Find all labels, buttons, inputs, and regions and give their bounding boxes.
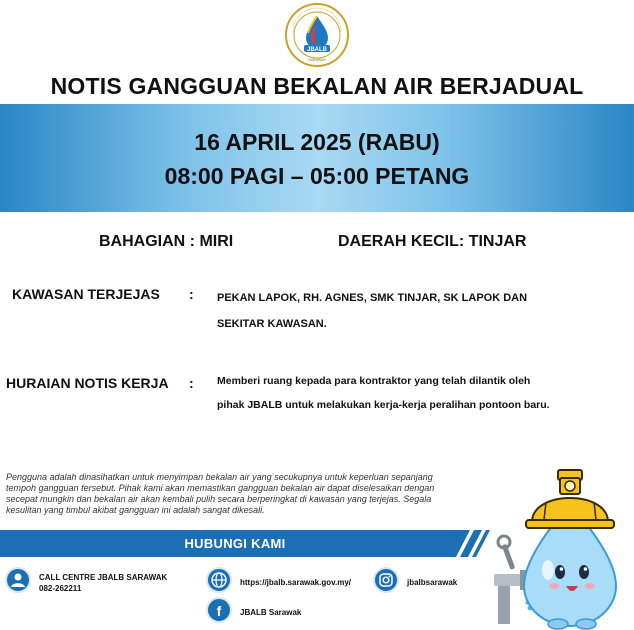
- schedule-date: 16 APRIL 2025 (RABU): [194, 129, 440, 155]
- affected-area-colon: :: [189, 286, 194, 302]
- affected-area-line1: PEKAN LAPOK, RH. AGNES, SMK TINJAR, SK LAPOK DAN: [217, 292, 528, 304]
- notice-title: NOTIS GANGGUAN BEKALAN AIR BERJADUAL: [50, 73, 584, 99]
- affected-area-label: KAWASAN TERJEJAS: [12, 286, 160, 302]
- water-drop-mascot: [486, 462, 634, 630]
- globe-icon: [206, 567, 232, 593]
- description-colon: :: [189, 375, 194, 391]
- description-value: [217, 369, 550, 417]
- svg-text:SARAWAK: SARAWAK: [308, 58, 326, 62]
- division-label: BAHAGIAN : MIRI: [99, 233, 234, 250]
- svg-text:f: f: [216, 603, 222, 619]
- advisory-text: Pengguna adalah dinasihatkan untuk menyimpan bekalan air yang secukupnya untuk keperluan sepanjang tempoh gangguan tersebut. Pihak kami akan memastikan gangguan bekalan air dapat diselesaikan dengan secepat mungkin dan bekalan air akan kembali pulih secara berperingkat di kawasan yang terjejas. Segala kesulitan yang timbul akibat gangguan ini adalah sangat dikesali.: [6, 472, 435, 515]
- affected-area-line2: SEKITAR KAWASAN.: [217, 318, 327, 330]
- affected-area-value: [217, 285, 527, 337]
- jbalb-logo: [284, 2, 350, 68]
- facebook-page[interactable]: JBALB Sarawak: [240, 608, 302, 617]
- district-label: DAERAH KECIL: TINJAR: [338, 233, 527, 250]
- instagram-handle[interactable]: jbalbsarawak: [407, 578, 458, 587]
- facebook-icon: [206, 597, 232, 623]
- website-link[interactable]: https://jbalb.sarawak.gov.my/: [240, 578, 351, 587]
- contact-heading-bar: [0, 530, 490, 557]
- call-centre-block: [39, 572, 167, 594]
- call-centre-phone[interactable]: 082-262211: [39, 584, 82, 593]
- schedule-time: 08:00 PAGI – 05:00 PETANG: [164, 163, 470, 189]
- schedule-band: [0, 104, 634, 212]
- phone-icon: [5, 567, 31, 593]
- svg-text:JBALB: JBALB: [306, 47, 328, 53]
- description-line2: pihak JBALB untuk melakukan kerja-kerja peralihan pontoon baru.: [217, 399, 550, 411]
- contact-heading: HUBUNGI KAMI: [184, 536, 286, 551]
- description-line1: Memberi ruang kepada para kontraktor yang telah dilantik oleh: [217, 375, 531, 387]
- call-centre-label: CALL CENTRE JBALB SARAWAK: [39, 573, 168, 582]
- instagram-icon: [373, 567, 399, 593]
- description-label: HURAIAN NOTIS KERJA: [6, 375, 169, 391]
